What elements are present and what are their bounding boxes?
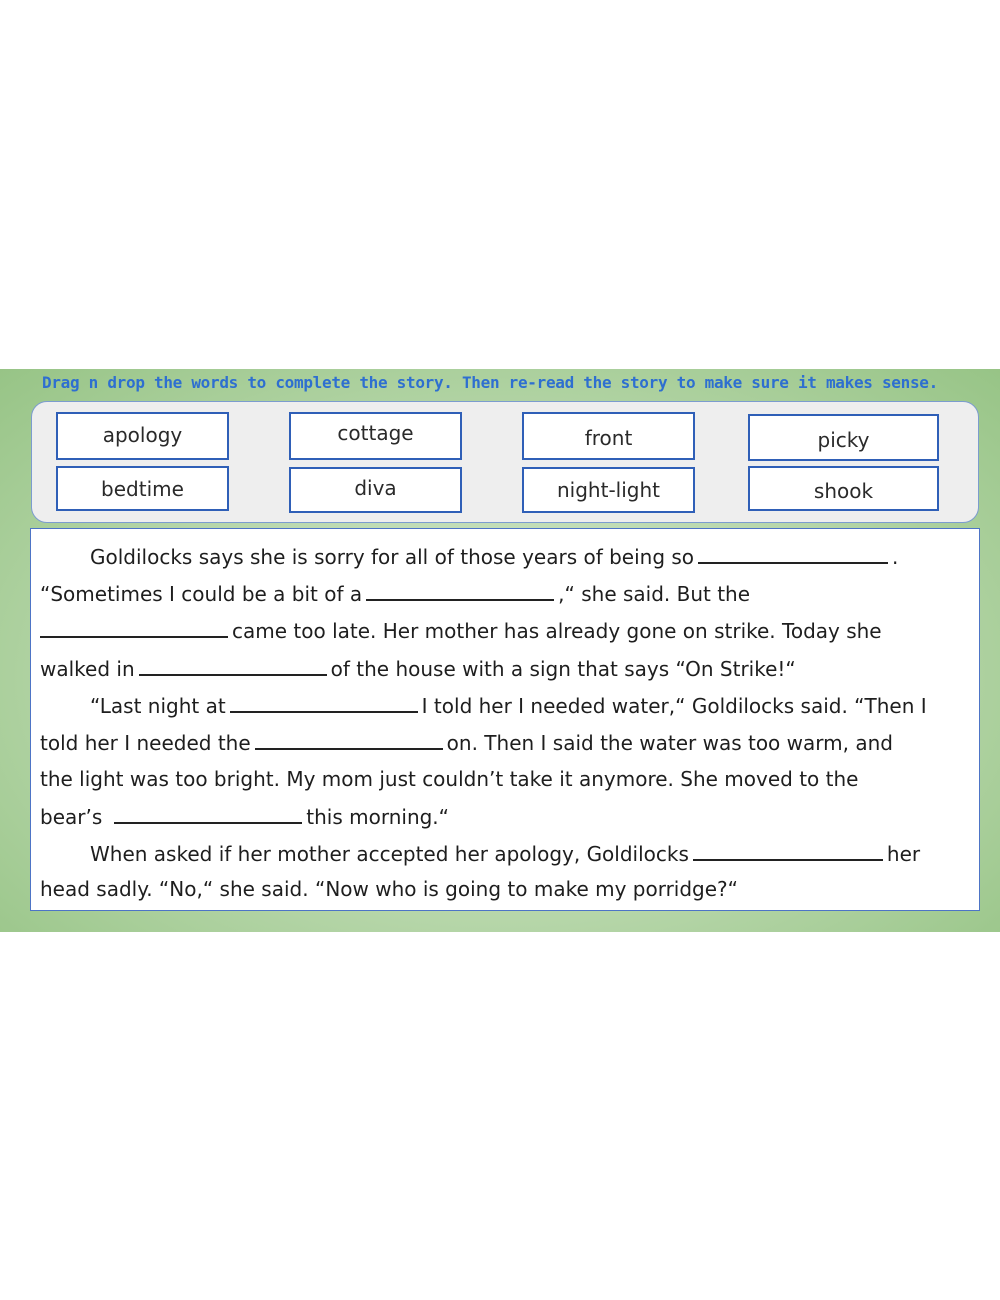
story-panel (30, 528, 980, 911)
word-tile-cottage[interactable]: cottage (289, 412, 462, 460)
word-tile-picky[interactable]: picky (748, 414, 939, 461)
word-bank (31, 401, 979, 523)
story-text: came too late. Her mother has already gone on strike. Today she (232, 619, 882, 643)
story-text: “Last night at (90, 694, 226, 718)
story-text: “Sometimes I could be a bit of a (40, 582, 363, 606)
story-text: her (886, 842, 921, 866)
drop-blank-6[interactable] (255, 728, 443, 750)
story-line (40, 728, 893, 757)
word-tile-bedtime[interactable]: bedtime (56, 466, 229, 511)
story-line (90, 542, 898, 571)
story-line (40, 765, 858, 793)
drop-blank-1[interactable] (698, 542, 888, 564)
activity-slide (0, 369, 1000, 932)
story-line (90, 691, 927, 720)
story-line (40, 579, 750, 608)
story-line (40, 802, 449, 831)
story-text: Goldilocks says she is sorry for all of those years of being so (90, 545, 695, 569)
instructions: Drag n drop the words to complete the story. Then re-read the story to make sure it makes sense. (42, 373, 938, 392)
story-line (40, 616, 882, 645)
drop-blank-2[interactable] (366, 579, 554, 601)
drop-blank-8[interactable] (693, 839, 883, 861)
story-text: ,“ she said. But the (558, 582, 751, 606)
word-tile-diva[interactable]: diva (289, 467, 462, 513)
word-tile-night-light[interactable]: night-light (522, 467, 695, 513)
story-text: on. Then I said the water was too warm, and (446, 731, 893, 755)
story-text: When asked if her mother accepted her apology, Goldilocks (90, 842, 689, 866)
story-text: bear’s (40, 805, 103, 829)
word-tile-front[interactable]: front (522, 412, 695, 460)
story-line (40, 654, 796, 683)
story-text: walked in (40, 657, 135, 681)
story-text: told her I needed the (40, 731, 251, 755)
story-text: this morning.“ (306, 805, 450, 829)
story-text: head sadly. “No,“ she said. “Now who is going to make my porridge?“ (40, 877, 739, 901)
drop-blank-5[interactable] (230, 691, 418, 713)
story-line (40, 875, 738, 903)
story-line (90, 839, 920, 868)
story-text: I told her I needed water,“ Goldilocks said. “Then I (421, 694, 927, 718)
story-text: . (892, 545, 899, 569)
story-text: the light was too bright. My mom just couldn’t take it anymore. She moved to the (40, 767, 859, 791)
drop-blank-3[interactable] (40, 616, 228, 638)
story-text: of the house with a sign that says “On Strike!“ (330, 657, 796, 681)
word-tile-shook[interactable]: shook (748, 466, 939, 511)
drop-blank-4[interactable] (139, 654, 327, 676)
drop-blank-7[interactable] (114, 802, 302, 824)
word-tile-apology[interactable]: apology (56, 412, 229, 460)
